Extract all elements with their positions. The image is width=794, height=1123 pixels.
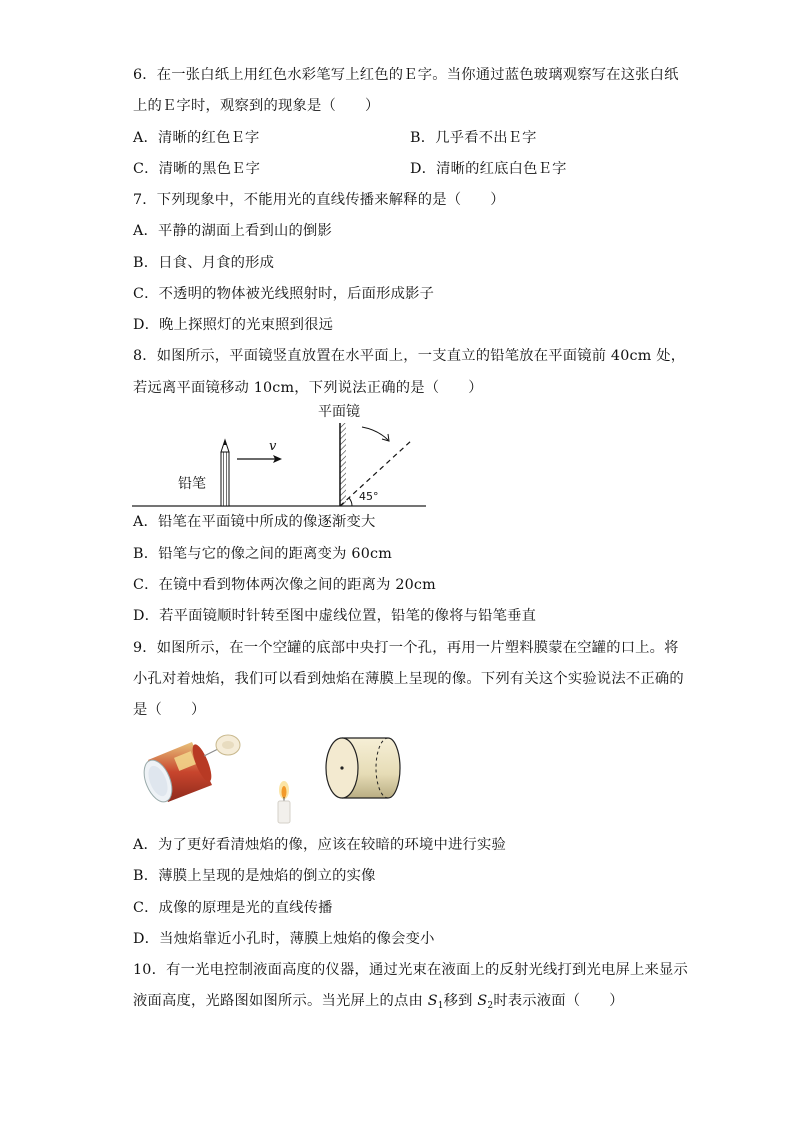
velocity-label: v [269, 439, 277, 454]
q9-option-b: B．薄膜上呈现的是烛焰的倒立的实像 [133, 868, 376, 884]
q10-stem-part-a: 液面高度，光路图如图所示。当光屏上的点由 [133, 993, 428, 1009]
q9-stem-line3: 是（ ） [133, 702, 206, 718]
q6-stem-line2: 上的Ｅ字时，观察到的现象是（ ） [133, 98, 380, 114]
q6-option-d: D．清晰的红底白色Ｅ字 [410, 161, 567, 177]
q9-option-a: A．为了更好看清烛焰的像，应该在较暗的环境中进行实验 [133, 837, 506, 853]
s1-symbol: S [427, 993, 438, 1009]
pencil-label: 铅笔 [178, 476, 206, 492]
mirror-label: 平面镜 [318, 404, 360, 420]
q10-stem-part-c: 时表示液面（ ） [493, 993, 624, 1009]
s1-subscript: 1 [437, 1001, 444, 1011]
q6-option-a: A．清晰的红色Ｅ字 [133, 130, 260, 146]
mirror-hatching [340, 423, 346, 506]
can-photo [139, 735, 240, 806]
q8-option-a: A．铅笔在平面镜中所成的像逐渐变大 [133, 514, 376, 530]
q8-option-c: C．在镜中看到物体两次像之间的距离为 20cm [133, 577, 436, 593]
q6-option-c: C．清晰的黑色Ｅ字 [133, 161, 261, 177]
q9-stem-line1: 9．如图所示，在一个空罐的底部中央打一个孔，再用一片塑料膜蒙在空罐的口上。将 [133, 640, 679, 656]
cylinder-drawing [326, 738, 400, 798]
q8-stem-line1: 8．如图所示，平面镜竖直放置在水平面上，一支直立的铅笔放在平面镜前 40cm 处， [133, 348, 686, 364]
s2-subscript: 2 [487, 1001, 494, 1011]
q7-option-c: C．不透明的物体被光线照射时，后面形成影子 [133, 286, 435, 302]
q9-option-d: D．当烛焰靠近小孔时，薄膜上烛焰的像会变小 [133, 931, 435, 947]
q8-stem-line2: 若远离平面镜移动 10cm，下列说法正确的是（ ） [133, 380, 483, 396]
q8-option-d: D．若平面镜顺时针转至图中虚线位置，铅笔的像将与铅笔垂直 [133, 608, 537, 624]
s2-symbol: S [477, 993, 488, 1009]
q6-stem-line1: 6．在一张白纸上用红色水彩笔写上红色的Ｅ字。当你通过蓝色玻璃观察写在这张白纸 [133, 67, 679, 83]
q7-option-b: B．日食、月食的形成 [133, 255, 275, 271]
q10-stem-line2 [133, 991, 624, 1013]
q7-stem: 7．下列现象中，不能用光的直线传播来解释的是（ ） [133, 192, 505, 208]
angle-label: 45° [359, 490, 379, 503]
q9-stem-line2: 小孔对着烛焰，我们可以看到烛焰在薄膜上呈现的像。下列有关这个实验说法不正确的 [133, 671, 684, 687]
q10-stem-part-b: 移到 [443, 993, 478, 1009]
candle-icon [278, 781, 290, 823]
q10-stem-line1: 10．有一光电控制液面高度的仪器，通过光束在液面上的反射光线打到光电屏上来显示 [133, 962, 688, 978]
q9-option-c: C．成像的原理是光的直线传播 [133, 900, 333, 916]
mirror-pencil-figure [130, 400, 430, 510]
pinhole-camera-figure [130, 730, 410, 825]
rotation-arrow [362, 427, 388, 440]
pinhole [340, 766, 343, 769]
q8-option-b: B．铅笔与它的像之间的距离变为 60cm [133, 546, 392, 562]
q6-option-b: B．几乎看不出Ｅ字 [410, 130, 537, 146]
q7-option-d: D．晚上探照灯的光束照到很远 [133, 317, 334, 333]
q7-option-a: A．平静的湖面上看到山的倒影 [133, 223, 332, 239]
pencil-body [221, 452, 229, 506]
angle-arc [349, 498, 352, 506]
